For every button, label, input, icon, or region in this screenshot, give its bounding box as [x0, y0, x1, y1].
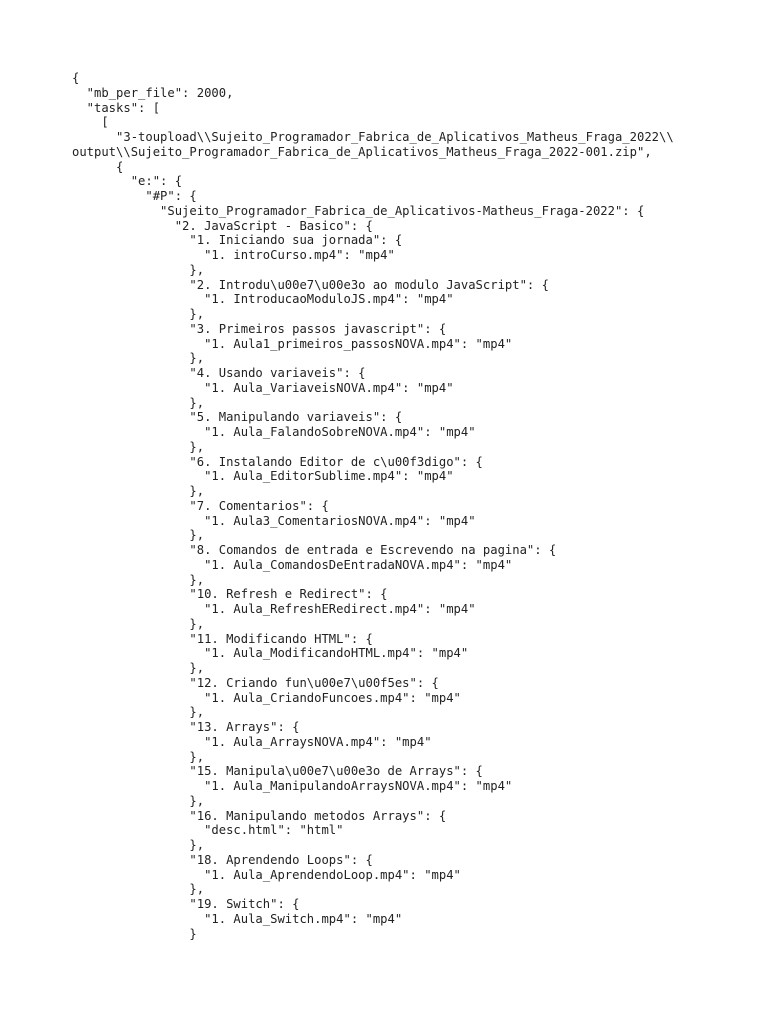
- doc-line: },: [72, 838, 205, 852]
- doc-line: "3. Primeiros passos javascript": {: [72, 321, 447, 336]
- doc-line: "1. Aula_ArraysNOVA.mp4": "mp4": [72, 734, 432, 749]
- doc-line: "8. Comandos de entrada e Escrevendo na pagina": {: [72, 543, 557, 557]
- doc-line: "19. Switch": {: [72, 897, 300, 911]
- json-document: [72, 71, 762, 941]
- doc-line: "2. Introdu\u00e7\u00e3o ao modulo JavaScript": {: [72, 277, 549, 292]
- doc-line: "1. Aula_RefreshERedirect.mp4": "mp4": [72, 602, 476, 616]
- doc-line: },: [72, 705, 205, 720]
- doc-line: },: [72, 528, 205, 543]
- doc-line: "16. Manipulando metodos Arrays": {: [72, 808, 447, 823]
- doc-line: "18. Aprendendo Loops": {: [72, 852, 373, 867]
- doc-line: "#P": {: [72, 189, 197, 203]
- doc-line: },: [72, 616, 205, 631]
- doc-line: "tasks": [: [72, 100, 161, 115]
- doc-line: "11. Modificando HTML": {: [72, 631, 373, 646]
- doc-line: [: [72, 115, 109, 130]
- doc-line: },: [72, 307, 205, 321]
- doc-line: "12. Criando fun\u00e7\u00f5es": {: [72, 675, 439, 690]
- doc-line: "desc.html": "html": [72, 823, 344, 838]
- doc-line: "1. Aula_ModificandoHTML.mp4": "mp4": [72, 646, 469, 661]
- doc-line: },: [72, 661, 205, 675]
- doc-line: "10. Refresh e Redirect": {: [72, 587, 388, 602]
- doc-line: "1. Aula_Switch.mp4": "mp4": [72, 911, 403, 926]
- doc-line: },: [72, 793, 205, 808]
- doc-line: },: [72, 262, 205, 277]
- doc-line: },: [72, 749, 205, 764]
- doc-line: },: [72, 439, 205, 454]
- doc-line: },: [72, 484, 205, 498]
- doc-line: }: [72, 926, 197, 941]
- doc-line: "1. Aula_CriandoFuncoes.mp4": "mp4": [72, 690, 461, 705]
- doc-line: output\\Sujeito_Programador_Fabrica_de_Aplicativos_Matheus_Fraga_2022-001.zip",: [72, 144, 652, 159]
- doc-line: "1. Aula_EditorSublime.mp4": "mp4": [72, 469, 454, 484]
- doc-line: "5. Manipulando variaveis": {: [72, 410, 403, 425]
- doc-line: {: [72, 71, 80, 85]
- doc-line: "13. Arrays": {: [72, 720, 300, 734]
- doc-line: "1. Aula1_primeiros_passosNOVA.mp4": "mp4": [72, 336, 513, 351]
- doc-line: "Sujeito_Programador_Fabrica_de_Aplicativos-Matheus_Fraga-2022": {: [72, 203, 645, 218]
- doc-line: "6. Instalando Editor de c\u00f3digo": {: [72, 454, 483, 469]
- doc-line: "1. Iniciando sua jornada": {: [72, 233, 403, 248]
- doc-line: {: [72, 159, 124, 174]
- doc-line: "1. Aula_VariaveisNOVA.mp4": "mp4": [72, 380, 454, 395]
- doc-line: "15. Manipula\u00e7\u00e3o de Arrays": {: [72, 764, 483, 779]
- doc-line: "2. JavaScript - Basico": {: [72, 218, 373, 233]
- doc-line: },: [72, 351, 205, 366]
- doc-line: "mb_per_file": 2000,: [72, 85, 234, 100]
- doc-line: },: [72, 882, 205, 897]
- doc-line: "1. IntroducaoModuloJS.mp4": "mp4": [72, 292, 454, 307]
- doc-line: "7. Comentarios": {: [72, 498, 329, 513]
- doc-line: "1. Aula_AprendendoLoop.mp4": "mp4": [72, 867, 461, 882]
- doc-line: "4. Usando variaveis": {: [72, 366, 366, 380]
- doc-line: "3-toupload\\Sujeito_Programador_Fabrica_de_Aplicativos_Matheus_Fraga_2022\\: [72, 130, 674, 144]
- doc-line: },: [72, 572, 205, 587]
- doc-line: "1. Aula_ManipulandoArraysNOVA.mp4": "mp4": [72, 779, 513, 793]
- doc-line: },: [72, 395, 205, 410]
- doc-line: "1. Aula_FalandoSobreNOVA.mp4": "mp4": [72, 425, 476, 439]
- doc-line: "e:": {: [72, 174, 183, 189]
- doc-line: "1. introCurso.mp4": "mp4": [72, 248, 395, 262]
- doc-line: "1. Aula3_ComentariosNOVA.mp4": "mp4": [72, 513, 476, 528]
- doc-line: "1. Aula_ComandosDeEntradaNOVA.mp4": "mp4": [72, 557, 513, 572]
